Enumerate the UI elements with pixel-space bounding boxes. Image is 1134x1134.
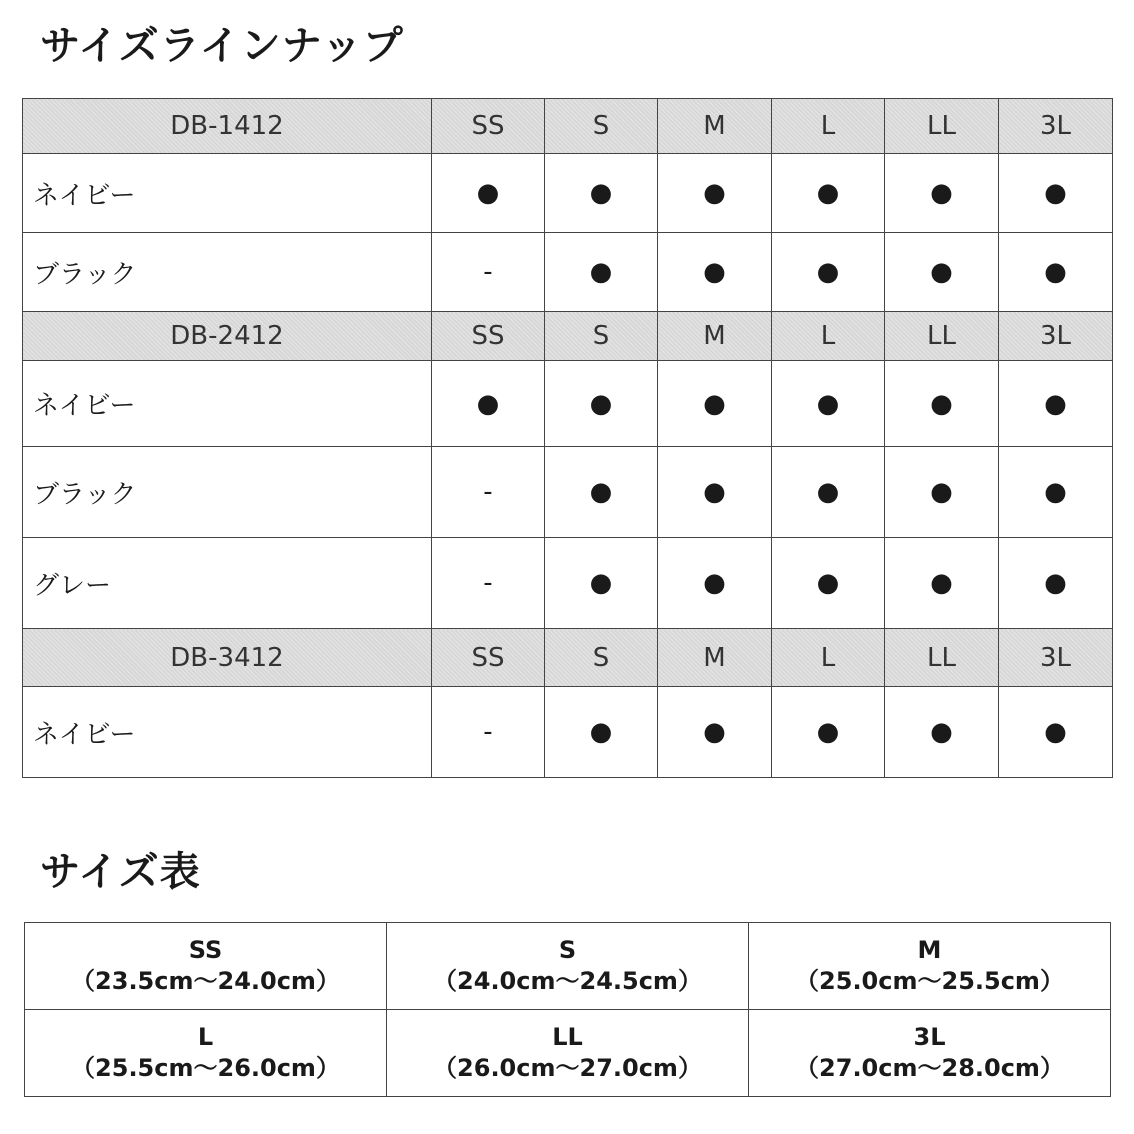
size-range: （27.0cm～28.0cm） — [795, 1054, 1064, 1082]
availability-mark: ● — [432, 154, 545, 233]
size-chart-table — [24, 922, 1111, 1097]
size-range: （24.0cm～24.5cm） — [433, 967, 702, 995]
size-range: （25.0cm～25.5cm） — [795, 967, 1064, 995]
color-row — [23, 233, 1113, 312]
size-label: L — [197, 1023, 214, 1051]
size-chart-cell — [387, 1010, 749, 1097]
model-header-row — [23, 629, 1113, 687]
size-range: （23.5cm～24.0cm） — [71, 967, 340, 995]
availability-mark: ● — [545, 233, 658, 312]
availability-mark: ● — [999, 154, 1113, 233]
model-header-row — [23, 312, 1113, 361]
size-header: S — [545, 629, 658, 687]
size-chart-cell — [749, 923, 1111, 1010]
color-name: ネイビー — [23, 687, 432, 778]
availability-mark: ● — [885, 447, 999, 538]
color-name: グレー — [23, 538, 432, 629]
size-lineup-table — [22, 98, 1113, 778]
color-row — [23, 154, 1113, 233]
size-header: SS — [432, 99, 545, 154]
size-header: M — [658, 99, 772, 154]
size-header: LL — [885, 99, 999, 154]
size-chart-cell — [387, 923, 749, 1010]
size-chart-row — [25, 1010, 1111, 1097]
availability-mark: ● — [658, 538, 772, 629]
color-name: ネイビー — [23, 361, 432, 447]
color-row — [23, 447, 1113, 538]
availability-mark: ● — [999, 233, 1113, 312]
lineup-title: サイズラインナップ — [40, 23, 404, 69]
size-chart-cell — [25, 923, 387, 1010]
availability-mark: ● — [885, 361, 999, 447]
availability-mark: ● — [658, 233, 772, 312]
size-header: 3L — [999, 312, 1113, 361]
size-header: L — [772, 312, 885, 361]
model-header-row — [23, 99, 1113, 154]
availability-mark: ● — [545, 447, 658, 538]
color-name: ネイビー — [23, 154, 432, 233]
availability-mark: ● — [999, 447, 1113, 538]
size-header: LL — [885, 629, 999, 687]
availability-mark: ● — [658, 154, 772, 233]
size-label: SS — [188, 936, 223, 964]
size-label: S — [558, 936, 577, 964]
availability-mark: ● — [772, 154, 885, 233]
availability-mark: ● — [772, 687, 885, 778]
size-table-title: サイズ表 — [40, 849, 201, 895]
size-header: M — [658, 312, 772, 361]
availability-mark: ● — [885, 538, 999, 629]
size-header: M — [658, 629, 772, 687]
size-header: S — [545, 312, 658, 361]
size-chart-row — [25, 923, 1111, 1010]
availability-mark: ● — [772, 233, 885, 312]
availability-mark: ● — [772, 447, 885, 538]
availability-mark: ● — [999, 538, 1113, 629]
availability-mark: ● — [885, 233, 999, 312]
availability-mark: ● — [545, 538, 658, 629]
availability-mark: - — [432, 538, 545, 629]
availability-mark: ● — [772, 538, 885, 629]
availability-mark: ● — [545, 154, 658, 233]
size-chart-cell — [25, 1010, 387, 1097]
availability-mark: ● — [999, 361, 1113, 447]
availability-mark: ● — [772, 361, 885, 447]
size-range: （25.5cm～26.0cm） — [71, 1054, 340, 1082]
model-name: DB-1412 — [23, 99, 432, 154]
color-row — [23, 361, 1113, 447]
color-name: ブラック — [23, 233, 432, 312]
size-header: L — [772, 99, 885, 154]
size-header: SS — [432, 629, 545, 687]
availability-mark: - — [432, 447, 545, 538]
model-name: DB-2412 — [23, 312, 432, 361]
color-name: ブラック — [23, 447, 432, 538]
size-header: 3L — [999, 629, 1113, 687]
color-row — [23, 538, 1113, 629]
size-range: （26.0cm～27.0cm） — [433, 1054, 702, 1082]
size-header: S — [545, 99, 658, 154]
model-name: DB-3412 — [23, 629, 432, 687]
availability-mark: ● — [885, 687, 999, 778]
color-row — [23, 687, 1113, 778]
availability-mark: ● — [545, 361, 658, 447]
size-header: 3L — [999, 99, 1113, 154]
size-label: 3L — [913, 1023, 946, 1051]
availability-mark: ● — [658, 361, 772, 447]
size-label: M — [917, 936, 942, 964]
size-header: L — [772, 629, 885, 687]
availability-mark: ● — [432, 361, 545, 447]
size-chart-cell — [749, 1010, 1111, 1097]
size-header: SS — [432, 312, 545, 361]
availability-mark: ● — [885, 154, 999, 233]
size-header: LL — [885, 312, 999, 361]
availability-mark: - — [432, 233, 545, 312]
availability-mark: ● — [999, 687, 1113, 778]
availability-mark: ● — [658, 687, 772, 778]
size-label: LL — [552, 1023, 583, 1051]
availability-mark: ● — [545, 687, 658, 778]
availability-mark: - — [432, 687, 545, 778]
availability-mark: ● — [658, 447, 772, 538]
